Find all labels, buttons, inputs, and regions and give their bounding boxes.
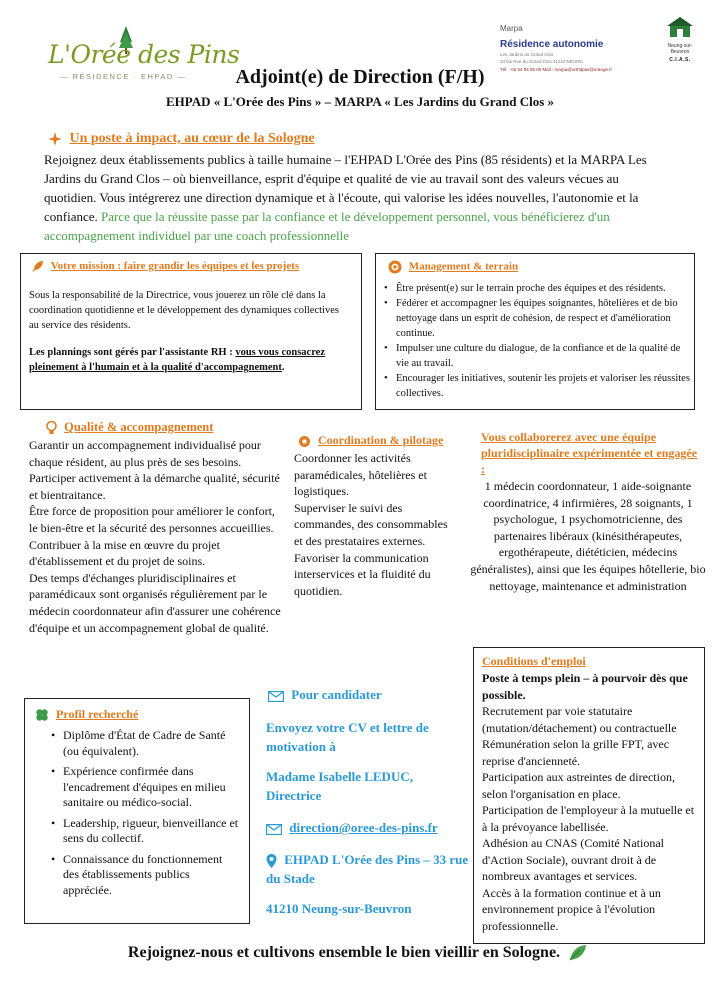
conditions-para: Adhésion au CNAS (Comité National d'Action Sociale), ouvrant droit à de nombreux avantages et services. bbox=[482, 836, 664, 883]
management-item: • Impulser une culture du dialogue, de la confiance et de la qualité de vie au travail. bbox=[384, 341, 690, 371]
intro-body: Rejoignez deux établissements publics à taille humaine – l'EHPAD L'Orée des Pins (85 résidents) et la MARPA Les Jardins du Grand Clos – où bienveillance, esprit d'équipe et qualité de vie au travail sont des valeurs vécues au quotidien. Vous intégrerez une direction dynamique et à l'écoute, qui valorise les idées nouvelles, l'autonomie et la confiance. bbox=[44, 152, 647, 224]
intro-heading-row bbox=[48, 131, 315, 147]
sparkle-icon bbox=[48, 132, 62, 146]
clover-icon bbox=[35, 708, 49, 722]
coordination-para: Coordonner les activités paramédicales, hôtelières et logistiques. bbox=[294, 451, 427, 499]
coordination-heading: Coordination & pilotage bbox=[318, 433, 444, 447]
conditions-para: Accès à la formation continue et à un environnement propice à l'évolution professionnelle. bbox=[482, 885, 661, 933]
profil-item: • Leadership, rigueur, bienveillance et sens du collectif. bbox=[51, 816, 241, 847]
conditions-para: Rémunération selon la grille FPT, avec reprise d'ancienneté. bbox=[482, 737, 670, 768]
gear-icon bbox=[298, 435, 311, 448]
footer-text: Rejoignez-nous et cultivons ensemble le bien vieillir en Sologne. bbox=[127, 944, 561, 961]
management-heading: Management & terrain bbox=[408, 260, 519, 273]
qualite-para: Garantir un accompagnement individualisé pour chaque résident, au plus près de ses besoins. bbox=[29, 438, 261, 469]
mission-text: Sous la responsabilité de la Directrice, vous jouerez un rôle clé dans la coordination quotidienne et le développement des dynamiques collectives au service des résidents. bbox=[29, 290, 339, 331]
ccas-text: Neung-sur-Beuvron bbox=[667, 43, 693, 55]
management-item: • Être présent(e) sur le terrain proche des équipes et des résidents. bbox=[384, 281, 690, 296]
envelope-icon bbox=[268, 691, 284, 702]
qualite-heading-row bbox=[46, 420, 213, 435]
conditions-para: Participation de l'employeur à la mutuelle et à la prévoyance labellisée. bbox=[482, 803, 695, 834]
ccas-logo bbox=[660, 16, 700, 64]
management-box bbox=[375, 253, 695, 410]
candidater-address1-row bbox=[266, 850, 471, 888]
profil-item: • Diplôme d'État de Cadre de Santé (ou équivalent). bbox=[51, 728, 241, 759]
lightbulb-icon bbox=[46, 421, 57, 435]
coordination-para: Favoriser la communication interservices et la fluidité du quotidien. bbox=[294, 550, 431, 598]
mission-heading: Votre mission : faire grandir les équipes et les projets bbox=[50, 260, 300, 273]
mission-bold-underlined: vous vous consacrez pleinement à l'humain et à la qualité d'accompagnement bbox=[29, 347, 325, 373]
conditions-para: Recrutement par voie statutaire (mutation/détachement) ou contractuelle bbox=[482, 704, 677, 735]
profil-list bbox=[51, 728, 241, 898]
location-pin-icon bbox=[266, 854, 277, 868]
target-icon bbox=[388, 260, 402, 274]
mission-bold-end: . bbox=[281, 362, 285, 373]
coordination-heading-row bbox=[298, 433, 443, 448]
management-item: • Encourager les initiatives, soutenir les projets et valoriser les réussites collectives. bbox=[384, 371, 690, 401]
profil-box bbox=[24, 698, 250, 924]
profil-heading-row bbox=[35, 707, 138, 722]
conditions-bold: Poste à temps plein – à pourvoir dès que possible. bbox=[482, 671, 688, 702]
logo-subtitle: — RÉSIDENCE · EHPAD — bbox=[60, 72, 187, 81]
logo-brand-text: L'Orée des Pins bbox=[48, 40, 240, 69]
rocket-icon bbox=[31, 260, 44, 273]
candidater-address1: EHPAD L'Orée des Pins – 33 rue du Stade bbox=[266, 852, 469, 886]
conditions-para: Participation aux astreintes de direction, selon l'organisation en place. bbox=[482, 770, 675, 801]
marpa-site: Les Jardins du Grand Clos bbox=[500, 52, 554, 57]
candidater-send: Envoyez votre CV et lettre de motivation à bbox=[266, 720, 429, 754]
mission-bold-para bbox=[29, 345, 351, 375]
equipe-text: 1 médecin coordonnateur, 1 aide-soignante coordinatrice, 4 infirmières, 28 soignants, 1 psychologue, 1 psychomotricienne, des partenaires libéraux (kinésithérapeutes, ergothérapeute, diététicien, médecins généralistes), ainsi que les équipes hôtellerie, bio nettoyage, maintenance et administration bbox=[470, 479, 706, 593]
qualite-para: Participer activement à la démarche qualité, sécurité et bientraitance. bbox=[29, 471, 280, 502]
marpa-name: Marpa bbox=[500, 24, 523, 33]
ccas-label: C.I.A.S. bbox=[669, 57, 691, 63]
mission-box bbox=[20, 253, 362, 410]
marpa-contact: Tél. : 02 54 94 55 00 Mail : marpa@orthdpas@orange.fr bbox=[500, 66, 612, 72]
marpa-type: Résidence autonomie bbox=[500, 39, 604, 50]
management-heading-row bbox=[388, 260, 518, 274]
footer-row bbox=[0, 944, 720, 962]
leaf-icon bbox=[568, 944, 588, 962]
coordination-text bbox=[294, 450, 454, 599]
coordination-para: Superviser le suivi des commandes, des consommables et des prestataires externes. bbox=[294, 500, 448, 548]
marpa-address: 34 bis Rue du Grand Clos 41210 NEUNG bbox=[500, 59, 584, 65]
page-title: Adjoint(e) de Direction (F/H) bbox=[235, 66, 485, 88]
intro-highlight: Parce que la réussite passe par la confiance et le développement personnel, vous bénéficierez d'un accompagnement individuel par une coach professionnelle bbox=[44, 209, 610, 243]
candidater-contact: Madame Isabelle LEDUC, Directrice bbox=[266, 769, 413, 803]
management-list bbox=[384, 281, 690, 401]
mail-icon bbox=[266, 824, 282, 835]
equipe-heading: Vous collaborerez avec une équipe pluridisciplinaire expérimentée et engagée : bbox=[481, 430, 698, 476]
candidater-email-link[interactable]: direction@oree-des-pins.fr bbox=[289, 820, 438, 835]
candidater-email-row bbox=[266, 818, 471, 837]
profil-heading: Profil recherché bbox=[56, 707, 139, 721]
qualite-para: Être force de proposition pour améliorer le confort, le bien-être et la sécurité des personnes accueillies. bbox=[29, 504, 275, 535]
mission-heading-row bbox=[31, 260, 299, 273]
intro-heading: Un poste à impact, au cœur de la Sologne bbox=[69, 131, 315, 146]
candidater-heading-row bbox=[268, 687, 382, 703]
intro-text bbox=[44, 150, 674, 245]
management-item: • Fédérer et accompagner les équipes soignantes, hôtelières et de bio nettoyage dans un esprit de cohésion, de respect et d'amélioration continue. bbox=[384, 296, 690, 341]
page-subtitle: EHPAD « L'Orée des Pins » – MARPA « Les Jardins du Grand Clos » bbox=[165, 94, 555, 109]
conditions-text bbox=[482, 670, 698, 934]
conditions-heading: Conditions d'emploi bbox=[482, 654, 586, 668]
profil-item: • Connaissance du fonctionnement des établissements publics appréciée. bbox=[51, 852, 241, 899]
house-icon bbox=[665, 16, 695, 38]
mission-bold-text: Les plannings sont gérés par l'assistante RH : bbox=[29, 347, 233, 358]
candidater-address2: 41210 Neung-sur-Beuvron bbox=[266, 901, 412, 916]
profil-item: • Expérience confirmée dans l'encadrement d'équipes en milieu sanitaire ou médico-social. bbox=[51, 764, 241, 811]
qualite-para: Des temps d'échanges pluridisciplinaires et paramédicaux sont organisés régulièrement par le médecin coordonnateur afin d'assurer une cohérence d'équipe et un accompagnement global de qualité. bbox=[29, 570, 281, 635]
qualite-text bbox=[29, 437, 284, 636]
qualite-para: Contribuer à la mise en œuvre du projet d'établissement et du projet de soins. bbox=[29, 537, 220, 569]
qualite-heading: Qualité & accompagnement bbox=[64, 420, 214, 434]
candidater-heading: Pour candidater bbox=[291, 687, 382, 702]
conditions-box bbox=[473, 647, 705, 944]
